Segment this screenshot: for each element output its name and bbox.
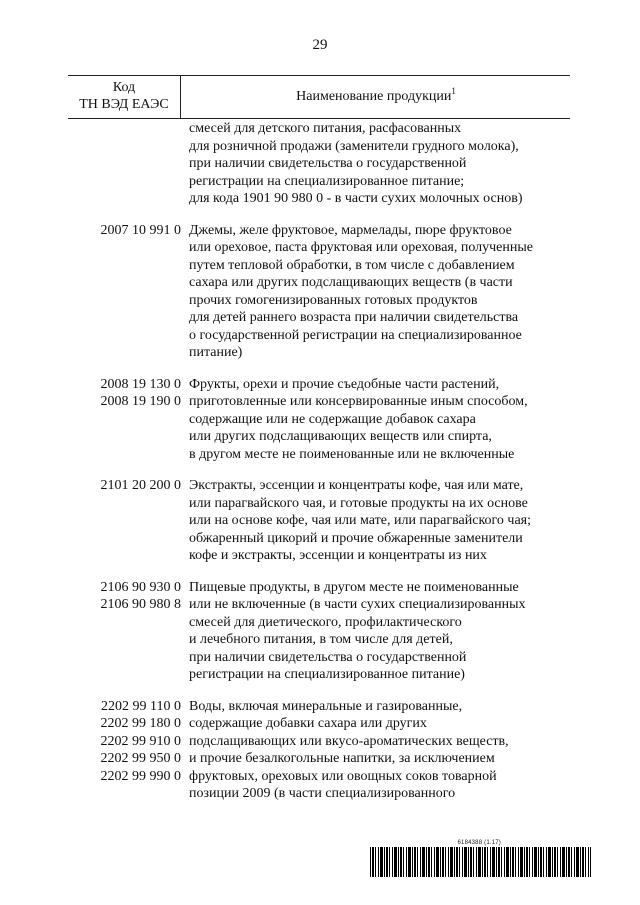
description-line: для кода 1901 90 980 0 - в части сухих молочных основ) (189, 191, 523, 206)
description-line: регистрации на специализированное питание) (189, 667, 465, 682)
description-line: содержащие добавки сахара или других (189, 716, 427, 731)
name-column-header (182, 76, 570, 118)
tn-ved-code: 2106 90 930 0 (100, 579, 181, 595)
tn-ved-code: 2202 99 180 0 (100, 716, 181, 731)
row-codes (68, 579, 181, 614)
code-header-line-1: Код (112, 80, 136, 95)
barcode-number: 6184388 (1.17) (457, 840, 501, 846)
description-line: или ореховое, паста фруктовая или ореховая, полученные (189, 240, 534, 255)
description-line: кофе и экстракты, эссенции и концентраты из них (189, 548, 487, 563)
description-line: при наличии свидетельства о государственной (189, 649, 467, 665)
description-line: смесей для детского питания, расфасованных (189, 121, 462, 136)
description-line: или других подслащивающих веществ или спирта, (189, 429, 492, 444)
product-description (189, 477, 570, 565)
description-line: сахара или других подслащивающих веществ (в части (189, 275, 513, 290)
barcode-image (370, 847, 591, 877)
description-line: питание) (189, 345, 243, 360)
tn-ved-code: 2202 99 110 0 (101, 698, 181, 714)
barcode-block (370, 840, 591, 877)
row-codes (68, 698, 181, 786)
tn-ved-code: 2106 90 980 8 (100, 597, 181, 612)
description-line: Экстракты, эссенции и концентраты кофе, чая или мате, (189, 478, 524, 493)
tn-ved-code: 2007 10 991 0 (100, 222, 181, 238)
description-line: для розничной продажи (заменители грудного молока), (189, 138, 519, 154)
description-line: или парагвайского чая, и готовые продукты на их основе (189, 495, 528, 511)
description-line: приготовленные или консервированные иным способом, (189, 394, 528, 409)
table-row (68, 222, 570, 362)
description-line: позиции 2009 (в части специализированного (189, 786, 456, 801)
description-line: о государственной регистрации на специализированное (189, 327, 522, 343)
description-line: содержащие или не содержащие добавок сахара (189, 411, 476, 427)
table-header (68, 75, 570, 119)
table-row (68, 579, 570, 684)
tn-ved-code: 2008 19 190 0 (100, 394, 181, 409)
footnote-marker: 1 (451, 86, 456, 96)
code-header-line-2: ТН ВЭД ЕАЭС (79, 97, 169, 112)
row-codes (68, 222, 181, 240)
description-line: в другом месте не поименованные или не включенные (189, 446, 515, 462)
table-row (68, 477, 570, 565)
tn-ved-code: 2008 19 130 0 (100, 376, 181, 392)
table-row (68, 120, 570, 208)
description-line: Пищевые продукты, в другом месте не поименованные (189, 579, 519, 595)
product-description (189, 698, 570, 803)
page-number: 29 (312, 37, 328, 53)
description-line: при наличии свидетельства о государственной (189, 156, 467, 171)
row-codes (68, 477, 181, 495)
table-row (68, 376, 570, 464)
product-description (189, 222, 570, 362)
description-line: регистрации на специализированное питание; (189, 173, 465, 189)
tn-ved-code: 2101 20 200 0 (100, 478, 181, 493)
code-column-header (68, 76, 181, 118)
description-line: фруктовых, ореховых или овощных соков товарной (189, 768, 497, 784)
name-header-text: Наименование продукции (296, 89, 452, 104)
description-line: прочих гомогенизированных готовых продуктов (189, 292, 478, 308)
row-codes (68, 376, 181, 411)
description-line: для детей раннего возраста при наличии свидетельства (189, 310, 519, 325)
tn-ved-code: 2202 99 990 0 (100, 768, 181, 784)
description-line: обжаренный цикорий и прочие обжаренные заменители (189, 530, 523, 546)
description-line: и прочие безалкогольные напитки, за исключением (189, 751, 495, 766)
description-line: Воды, включая минеральные и газированные, (189, 698, 463, 714)
tn-ved-code: 2202 99 910 0 (100, 733, 181, 749)
product-description (189, 120, 570, 208)
description-line: или на основе кофе, чая или мате, или парагвайского чая; (189, 513, 532, 528)
product-table-body (68, 120, 570, 817)
product-description (189, 579, 570, 684)
description-line: подслащивающих или вкусо-ароматических веществ, (189, 733, 509, 749)
product-description (189, 376, 570, 464)
description-line: смесей для диетического, профилактического (189, 614, 462, 630)
description-line: и лечебного питания, в том числе для детей, (189, 632, 453, 647)
description-line: Фрукты, орехи и прочие съедобные части растений, (189, 376, 500, 392)
description-line: путем тепловой обработки, в том числе с добавлением (189, 257, 515, 273)
table-row (68, 698, 570, 803)
tn-ved-code: 2202 99 950 0 (100, 751, 181, 766)
description-line: или не включенные (в части сухих специализированных (189, 597, 526, 612)
description-line: Джемы, желе фруктовое, мармелады, пюре фруктовое (189, 222, 512, 238)
